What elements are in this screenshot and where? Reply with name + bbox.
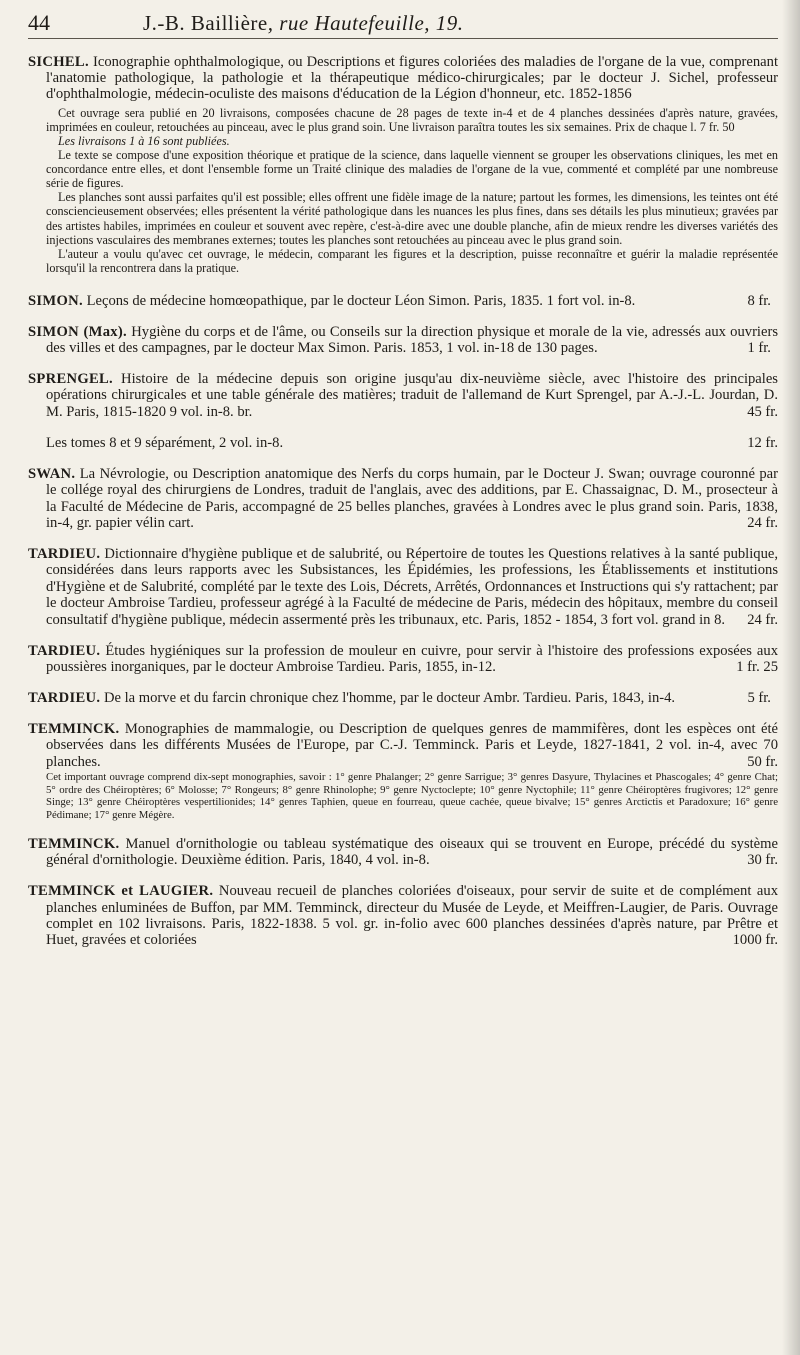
page-number: 44: [28, 10, 50, 35]
entry-note: Le texte se compose d'une exposition théorique et pratique de la science, dans laquelle viennent se grouper les observations cliniques, les met en concordance entre elles, et dont l'ensemble forme un Traité clinique des maladies de l'organe de la vue, commenté et complété par une nombreuse série de figures.: [46, 148, 778, 191]
entry-author: TARDIEU.: [28, 690, 101, 706]
entry-description: Dictionnaire d'hygiène publique et de salubrité, ou Répertoire de toutes les Questions relatives à la santé publique, considérées dans leurs rapports avec les Subsistances, les Épidémies, les professions, les Établissements et institutions d'Hygiène et de Salubrité, complété par le texte des Lois, Décrets, Arrêtés, Ordonnances et Instructions qui s'y rattachent; par le docteur Ambroise Tardieu, professeur agrégé à la Faculté de médecine de Paris, médecin des hôpitaux, membre du conseil consultatif d'hygiène publique, médecin assermenté près les tribunaux, etc. Paris, 1852 - 1854, 3 fort vol. grand in 8.: [46, 545, 779, 628]
entry-description: Iconographie ophthalmologique, ou Descriptions et figures coloriées des maladies de l'organe de la vue, comprenant l'anatomie pathologique, la pathologie et la thérapeutique médico-chirurgicales; par le docteur J. Sichel, professeur d'ophthalmologie, médecin-oculiste des maisons d'éducation de la Légion d'honneur, etc. 1852-1856: [46, 53, 778, 103]
entry-description: Études hygiéniques sur la profession de mouleur en cuivre, pour servir à l'histoire des professions exposées aux poussières inorganiques, par le docteur Ambroise Tardieu. Paris, 1855, in-12.: [46, 642, 778, 675]
catalogue-entry-swan: [28, 466, 778, 532]
entry-price: 50 fr.: [747, 753, 778, 770]
catalogue-entry-tardieu-morve: [28, 690, 778, 706]
entry-note: Cet ouvrage sera publié en 20 livraisons, composées chacune de 28 pages de texte in-4 et de 4 planches dessinées d'après nature, gravées, imprimées en couleur, retouchées au pinceau, avec le plus grand soin. Une livraison paraîtra toutes les six semaines. Prix de chaque l. 7 fr. 50: [46, 105, 778, 134]
catalogue-entry-tardieu-etudes: [28, 643, 778, 676]
binding-shadow: [782, 0, 800, 1355]
entry-price: 24 fr.: [747, 514, 778, 531]
entry-price: 24 fr.: [747, 611, 778, 628]
catalogue-entry-temminck-monographies: [28, 721, 778, 821]
entry-text: [28, 54, 778, 103]
entry-price: 8 fr.: [747, 292, 771, 309]
entry-contents-note: Cet important ouvrage comprend dix-sept monographies, savoir : 1° genre Phalanger; 2° genre Sarrigue; 3° genres Dasyure, Thylacines et Phascogales; 4° genre Chat; 5° ordre des Chéiroptères; 6° Molosse; 7° Rongeurs; 8° genre Rhinolophe; 9° genre Nyctoclepte; 10° genre Nyctophile; 11° genre Chéiroptères frugivores; 12° genre Singe; 13° genre Chéiroptères vespertilionides; 14° genres Taphien, queue en fourreau, queue cachée, queue bivalve; 15° genres Arctictis et Paradoxure; 16° genre Pédimane; 17° genre Mégère.: [46, 771, 778, 821]
catalogue-entry-sprengel: [28, 371, 778, 451]
entry-author: TARDIEU.: [28, 545, 101, 562]
entry-extra: Les tomes 8 et 9 séparément, 2 vol. in-8. 12 fr.: [46, 434, 778, 451]
entry-description: Monographies de mammalogie, ou Description de quelques genres de mammifères, dont les espèces ont été observées dans les différents Musées de l'Europe, par C.-J. Temminck. Paris et Leyde, 1827-1841, 2 vol. in-4, avec 70 planches.: [46, 721, 778, 770]
entry-author: TEMMINCK.: [28, 721, 120, 737]
entry-author: TEMMINCK.: [28, 835, 120, 852]
catalogue-entry-tardieu-dictionnaire: [28, 546, 778, 628]
entry-price: 1000 fr.: [732, 932, 778, 949]
entry-author: SPRENGEL.: [28, 370, 114, 387]
entry-description: De la morve et du farcin chronique chez l'homme, par le docteur Ambr. Tardieu. Paris, 1843, in-4.: [103, 690, 676, 706]
publisher-line: [143, 11, 464, 36]
entry-price: 1 fr.: [747, 339, 771, 356]
catalogue-entry-temminck-ornithologie: [28, 836, 778, 869]
entry-description: Manuel d'ornithologie ou tableau systématique des oiseaux qui se trouvent en Europe, précédé du système général d'ornithologie. Deuxième édition. Paris, 1840, 4 vol. in-8.: [46, 835, 778, 869]
catalogue-entry-simon-lecons: [28, 293, 778, 309]
entry-author: TARDIEU.: [28, 642, 101, 659]
catalogue-entry-sichel: [28, 54, 778, 278]
entry-description: Histoire de la médecine depuis son origine jusqu'au dix-neuvième siècle, avec l'histoire des principales opérations chirurgicales et une table générale des matières; traduit de l'allemand de Kurt Sprengel, par A.-J.-L. Jourdan, D. M. Paris, 1815-1820 9 vol. in-8. br.: [46, 370, 778, 420]
entry-price: 30 fr.: [747, 852, 778, 869]
catalogue-entry-temminck-laugier: [28, 883, 778, 949]
publisher-address: , rue Hautefeuille, 19.: [267, 11, 464, 35]
entry-extra-price: 12 fr.: [747, 434, 778, 451]
entry-author: SIMON.: [28, 292, 83, 309]
catalogue-entry-simon-max: [28, 324, 778, 357]
entry-author: SICHEL.: [28, 53, 89, 70]
publisher-name: J.-B. Baillière: [143, 11, 268, 35]
entry-price: 5 fr.: [747, 690, 771, 706]
entry-text: [28, 721, 778, 770]
entry-note: Les planches sont aussi parfaites qu'il est possible; elles offrent une fidèle image de la nature; partout les formes, les dimensions, les teintes ont été consciencieusement observées; elles présentent la vérité pathologique dans les nuances les plus fines, dans ses détails les plus minutieux; gravées par des artistes habiles, imprimées en couleur et souvent avec repère, c'est-à-dire avec une double planche, afin de mieux rendre les diverses variétés des injections vasculaires des membranes externes; toutes les planches sont retouchées au pinceau avec le plus grand soin.: [46, 190, 778, 247]
entry-note: Les livraisons 1 à 16 sont publiées.: [58, 134, 230, 148]
entry-note: L'auteur a voulu qu'avec cet ouvrage, le médecin, comparant les figures et la description, puisse reconnaître et guérir la maladie représentée lorsqu'il la rencontrera dans la pratique.: [46, 246, 778, 275]
entry-author: SIMON (Max).: [28, 323, 128, 340]
entry-description: Leçons de médecine homœopathique, par le docteur Léon Simon. Paris, 1835. 1 fort vol. in-8.: [86, 292, 636, 309]
entry-description: Hygiène du corps et de l'âme, ou Conseils sur la direction physique et morale de la vie, adressés aux ouvriers des villes et des campagnes, par le docteur Max Simon. Paris. 1853, 1 vol. in-18 de 130 pages.: [46, 323, 778, 356]
entry-author: TEMMINCK et LAUGIER.: [28, 883, 214, 900]
entry-text: [28, 371, 778, 420]
entry-price: 1 fr. 25: [736, 659, 778, 675]
entry-description: La Névrologie, ou Description anatomique des Nerfs du corps humain, par le Docteur J. Swan; ouvrage couronné par le collége royal des chirurgiens de Londres, traduit de l'anglais, avec des additions, par E. Chassaignac, D. M., prosecteur à la Faculté de Médecine de Paris, accompagné de 25 belles planches, gravées à Londres avec le plus grand soin. Paris, 1838, in-4, gr. papier vélin cart.: [46, 465, 778, 531]
entry-price: 45 fr.: [747, 403, 778, 420]
running-head: [28, 10, 778, 39]
entry-author: SWAN.: [28, 465, 76, 482]
entry-description: Nouveau recueil de planches coloriées d'oiseaux, pour servir de suite et de complément aux planches enluminées de Buffon, par MM. Temminck, directeur du Musée de Leyde, et Meiffren-Laugier, de Paris. Ouvrage complet en 102 livraisons. Paris, 1822-1838. 5 vol. gr. in-folio avec 600 planches dessinées d'après nature, par Prêtre et Huet, gravées et coloriées: [46, 883, 778, 949]
